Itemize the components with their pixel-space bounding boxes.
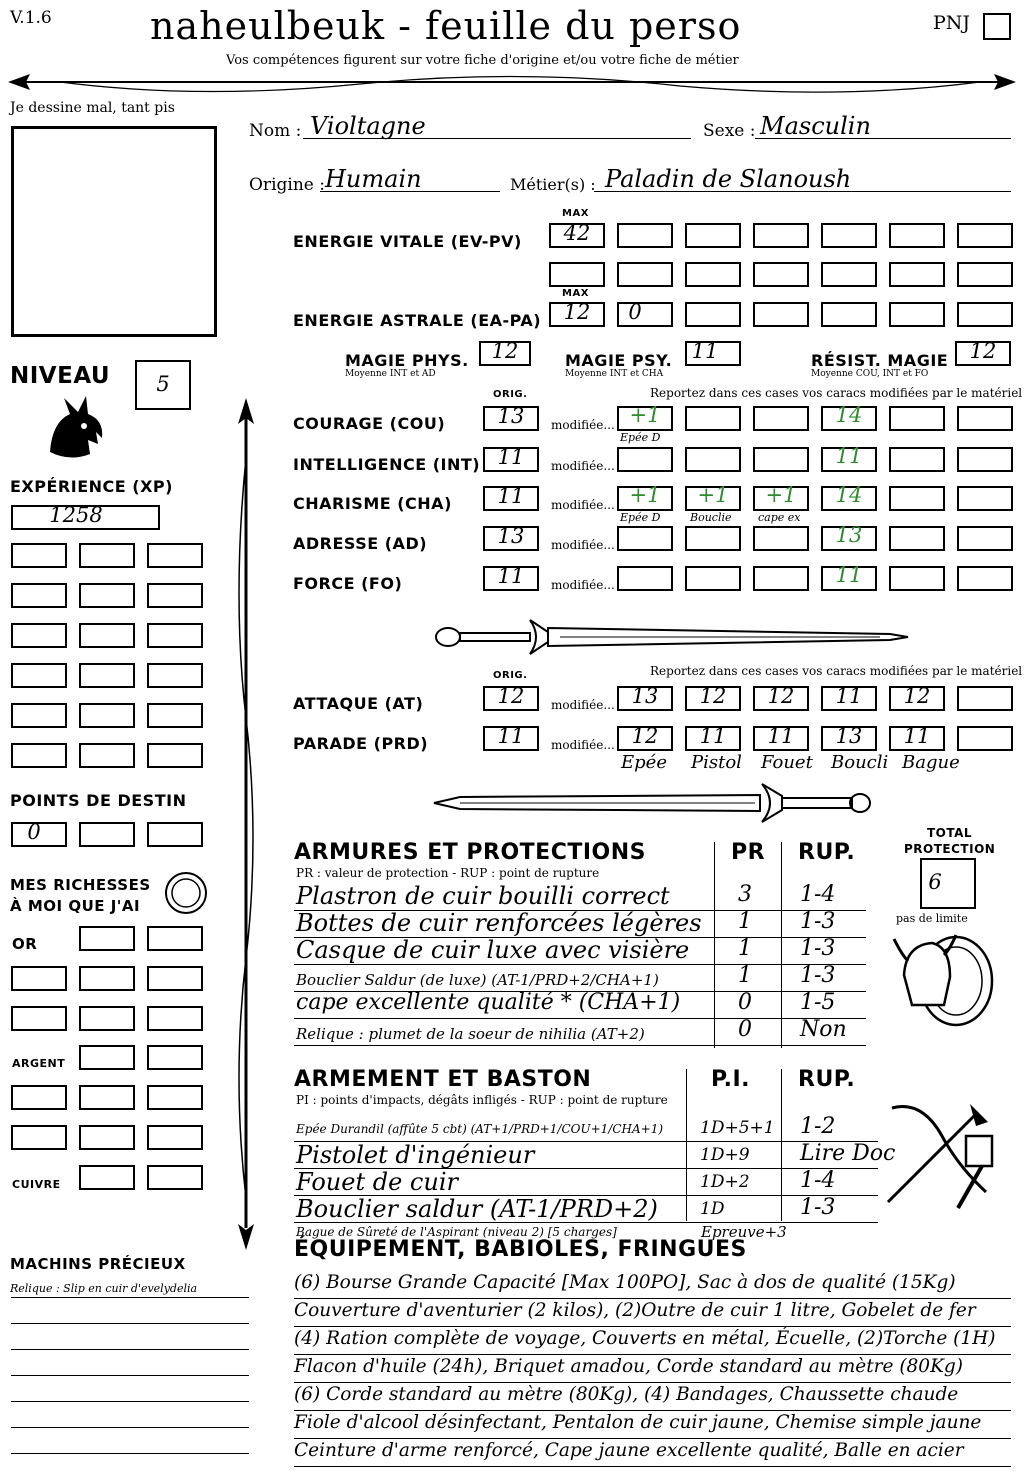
- pnj-label: PNJ: [933, 12, 971, 34]
- ev-box[interactable]: [753, 262, 809, 287]
- xp-box[interactable]: [79, 743, 135, 768]
- portrait-caption: Je dessine mal, tant pis: [10, 100, 175, 116]
- combat-column-label: Fouet: [761, 752, 813, 773]
- armure-line[interactable]: [294, 964, 866, 965]
- stat-modif-value: 14: [835, 483, 863, 507]
- portrait-frame[interactable]: [11, 126, 217, 337]
- armure-rup: 1-3: [800, 963, 836, 988]
- equipement-rule[interactable]: [294, 1354, 1011, 1355]
- money-box[interactable]: [147, 1125, 203, 1150]
- money-box[interactable]: [79, 1085, 135, 1110]
- armure-line[interactable]: [294, 1018, 866, 1019]
- destin-label: POINTS DE DESTIN: [10, 791, 187, 810]
- sword-icon: [430, 778, 880, 828]
- prd-orig-value: 11: [497, 724, 525, 748]
- arme-pi: 1D: [700, 1199, 725, 1219]
- armure-pr: 1: [738, 963, 752, 988]
- arme-name: Fouet de cuir: [296, 1168, 458, 1196]
- stat-modif-box[interactable]: [617, 566, 673, 591]
- equipement-rule[interactable]: [294, 1382, 1011, 1383]
- xp-box[interactable]: [79, 703, 135, 728]
- armement-pi-label: P.I.: [711, 1067, 750, 1092]
- arme-rup: 1-2: [800, 1114, 836, 1139]
- total-label-1: TOTAL: [927, 826, 973, 840]
- at-modif-value: 13: [631, 684, 659, 708]
- prd-label: PARADE (PRD): [293, 734, 429, 753]
- combat-column-label: Bague: [902, 752, 960, 773]
- ev-box[interactable]: [753, 223, 809, 248]
- armure-rup: 1-4: [800, 882, 836, 907]
- machins-item: Relique : Slip en cuir d'evelydelia: [10, 1282, 198, 1295]
- stat-modif-value: 13: [835, 523, 863, 547]
- xp-box[interactable]: [147, 703, 203, 728]
- xp-box[interactable]: [11, 703, 67, 728]
- prd-modif-value: 12: [631, 724, 659, 748]
- stat-modif-box[interactable]: [685, 566, 741, 591]
- xp-value: 1258: [49, 503, 103, 527]
- xp-label: EXPÉRIENCE (XP): [10, 477, 173, 496]
- sword-icon: [430, 612, 910, 662]
- stat-modif-box[interactable]: [685, 406, 741, 431]
- money-box[interactable]: [147, 966, 203, 991]
- sexe-value: Masculin: [760, 112, 871, 140]
- stat-modif-box[interactable]: [617, 447, 673, 472]
- xp-box[interactable]: [11, 663, 67, 688]
- ea-max-value: 12: [563, 300, 591, 324]
- money-box[interactable]: [79, 1045, 135, 1070]
- niveau-label: NIVEAU: [10, 363, 111, 389]
- ev-box[interactable]: [549, 262, 605, 287]
- armure-name: cape excellente qualité * (CHA+1): [296, 990, 681, 1015]
- ev-box[interactable]: [889, 223, 945, 248]
- stat-modif-note: Bouclie: [690, 511, 732, 524]
- armement-note: PI : points d'impacts, dégâts infligés - RUP : point de rupture: [296, 1093, 668, 1107]
- ev-box[interactable]: [617, 262, 673, 287]
- at-modif-value: 12: [903, 684, 931, 708]
- money-box[interactable]: [79, 1125, 135, 1150]
- armure-pr: 1: [738, 936, 752, 961]
- cuivre-label: CUIVRE: [12, 1178, 61, 1191]
- or-label: OR: [12, 935, 38, 953]
- armement-title: ARMEMENT ET BASTON: [294, 1067, 592, 1092]
- armement-divider: [781, 1069, 782, 1221]
- money-box[interactable]: [147, 1006, 203, 1031]
- ea-box[interactable]: [685, 302, 741, 327]
- origine-value: Humain: [325, 165, 422, 193]
- armures-pr-label: PR: [731, 840, 766, 865]
- armure-name: Bottes de cuir renforcées légères: [296, 909, 702, 937]
- arme-name: Bouclier saldur (AT-1/PRD+2): [296, 1195, 658, 1223]
- armures-note: PR : valeur de protection - RUP : point de rupture: [296, 866, 600, 880]
- ev-max-value: 42: [563, 221, 591, 245]
- money-box[interactable]: [79, 1165, 135, 1190]
- ea-current-value: 0: [628, 300, 642, 324]
- version-label: V.1.6: [10, 8, 52, 28]
- equipement-rule[interactable]: [294, 1298, 1011, 1299]
- no-limit-note: pas de limite: [896, 912, 968, 925]
- magie-psy-note: Moyenne INT et CHA: [565, 369, 664, 379]
- niveau-value: 5: [156, 372, 170, 396]
- stat-modif-value: 11: [835, 563, 863, 587]
- sheet-title: naheulbeuk - feuille du perso: [150, 4, 742, 48]
- pnj-checkbox[interactable]: [983, 13, 1011, 40]
- xp-box[interactable]: [147, 663, 203, 688]
- resist-magie-note: Moyenne COU, INT et FO: [811, 369, 929, 379]
- stat-modif-value: 11: [835, 444, 863, 468]
- stat-modif-value: +1: [629, 403, 661, 427]
- xp-box[interactable]: [11, 543, 67, 568]
- armure-rup: Non: [800, 1017, 847, 1042]
- combat-orig-label: ORIG.: [493, 670, 528, 681]
- armure-name: Relique : plumet de la soeur de nihilia (AT+2): [296, 1025, 645, 1043]
- ev-box[interactable]: [617, 223, 673, 248]
- armure-rup: 1-5: [800, 990, 836, 1015]
- prd-modif-value: 11: [699, 724, 727, 748]
- magie-phys-label: MAGIE PHYS.: [345, 351, 469, 370]
- metier-label: Métier(s) :: [510, 175, 596, 194]
- xp-box[interactable]: [79, 623, 135, 648]
- equipement-line: (6) Corde standard au mètre (80Kg), (4) Bandages, Chaussette chaude: [294, 1384, 959, 1405]
- xp-box[interactable]: [79, 543, 135, 568]
- machins-line[interactable]: [11, 1401, 249, 1402]
- machins-line[interactable]: [11, 1375, 249, 1376]
- xp-box[interactable]: [147, 543, 203, 568]
- stat-modif-box[interactable]: [957, 406, 1013, 431]
- stat-modif-box[interactable]: [957, 486, 1013, 511]
- stat-modif-label: modifiée...: [551, 498, 615, 512]
- ea-box[interactable]: [957, 302, 1013, 327]
- stat-modif-box[interactable]: [753, 526, 809, 551]
- stats-report-note: Reportez dans ces cases vos caracs modifiées par le matériel: [650, 386, 1023, 400]
- stat-modif-box[interactable]: [753, 566, 809, 591]
- stat-label: CHARISME (CHA): [293, 494, 452, 513]
- ev-box[interactable]: [957, 223, 1013, 248]
- metier-value: Paladin de Slanoush: [605, 165, 852, 193]
- stat-label: COURAGE (COU): [293, 414, 446, 433]
- machins-line[interactable]: [11, 1453, 249, 1454]
- stat-orig-value: 11: [497, 484, 525, 508]
- sexe-label: Sexe :: [703, 121, 756, 141]
- money-box[interactable]: [147, 1045, 203, 1070]
- stat-modif-note: cape ex: [758, 511, 801, 524]
- nom-value: Violtagne: [310, 112, 426, 140]
- arme-name: Pistolet d'ingénieur: [296, 1141, 535, 1169]
- combat-column-label: Epée: [621, 752, 667, 773]
- stat-modif-box[interactable]: [889, 486, 945, 511]
- machins-line[interactable]: [11, 1297, 249, 1298]
- total-protection-value: 6: [928, 870, 942, 894]
- destin-value: 0: [27, 820, 41, 844]
- equipement-rule[interactable]: [294, 1410, 1011, 1411]
- money-box[interactable]: [147, 1085, 203, 1110]
- sheet-subtitle: Vos compétences figurent sur votre fiche d'origine et/ou votre fiche de métier: [226, 53, 739, 68]
- stat-modif-value: +1: [697, 483, 729, 507]
- money-box[interactable]: [11, 966, 67, 991]
- stat-modif-box[interactable]: [889, 526, 945, 551]
- resist-magie-label: RÉSIST. MAGIE: [811, 351, 949, 370]
- equipement-line: Couverture d'aventurier (2 kilos), (2)Outre de cuir 1 litre, Gobelet de fer: [294, 1300, 976, 1321]
- armures-rup-label: RUP.: [798, 840, 856, 865]
- stat-modif-value: 14: [835, 403, 863, 427]
- resist-magie-value: 12: [969, 339, 997, 363]
- stat-modif-box[interactable]: [889, 406, 945, 431]
- ea-box[interactable]: [889, 302, 945, 327]
- ea-box[interactable]: [821, 302, 877, 327]
- helmet-shield-icon: [888, 925, 998, 1035]
- stat-modif-note: Epée D: [620, 431, 661, 444]
- at-modif-value: 12: [699, 684, 727, 708]
- ev-box[interactable]: [685, 262, 741, 287]
- xp-box[interactable]: [11, 623, 67, 648]
- armure-pr: 1: [738, 909, 752, 934]
- combat-column-label: Pistol: [691, 752, 742, 773]
- machins-line[interactable]: [11, 1323, 249, 1324]
- money-box[interactable]: [11, 1085, 67, 1110]
- arrow-divider-icon: [0, 66, 1024, 100]
- ev-max-label: MAX: [562, 208, 589, 219]
- magie-psy-label: MAGIE PSY.: [565, 351, 673, 370]
- money-box[interactable]: [147, 926, 203, 951]
- equipement-line: Fiole d'alcool désinfectant, Pentalon de cuir jaune, Chemise simple jaune: [294, 1412, 982, 1433]
- equipement-title: ÉQUIPEMENT, BABIOLES, FRINGUES: [294, 1237, 747, 1262]
- arme-pi: 1D+2: [700, 1172, 750, 1192]
- stat-modif-label: modifiée...: [551, 418, 615, 432]
- stat-modif-box[interactable]: [685, 447, 741, 472]
- armure-line[interactable]: [294, 1045, 866, 1046]
- money-box[interactable]: [79, 966, 135, 991]
- armure-pr: 0: [738, 990, 752, 1015]
- stat-modif-box[interactable]: [957, 526, 1013, 551]
- arme-rup: 1-4: [800, 1168, 836, 1193]
- arme-pi: 1D+5+1: [700, 1118, 775, 1138]
- ev-box[interactable]: [821, 223, 877, 248]
- equipement-rule[interactable]: [294, 1438, 1011, 1439]
- at-modif-label: modifiée...: [551, 698, 615, 712]
- xp-box[interactable]: [147, 743, 203, 768]
- stat-label: INTELLIGENCE (INT): [293, 455, 481, 474]
- stat-label: ADRESSE (AD): [293, 534, 428, 553]
- arme-rup: Lire Doc: [800, 1141, 896, 1166]
- machins-line[interactable]: [11, 1427, 249, 1428]
- magie-psy-value: 11: [691, 339, 719, 363]
- stat-modif-box[interactable]: [685, 526, 741, 551]
- armure-rup: 1-3: [800, 909, 836, 934]
- total-label-2: PROTECTION: [904, 842, 996, 856]
- arme-pi: 1D+9: [700, 1145, 750, 1165]
- prd-modif-label: modifiée...: [551, 738, 615, 752]
- richesses-label-2: À MOI QUE J'AI: [10, 897, 141, 915]
- ev-label: ENERGIE VITALE (EV-PV): [293, 232, 522, 251]
- money-box[interactable]: [11, 1006, 67, 1031]
- stat-modif-box[interactable]: [889, 447, 945, 472]
- stat-orig-value: 13: [497, 404, 525, 428]
- xp-box[interactable]: [79, 583, 135, 608]
- weapons-icon: [882, 1096, 1002, 1214]
- prd-modif-box[interactable]: [957, 726, 1013, 751]
- stat-modif-label: modifiée...: [551, 459, 615, 473]
- stat-modif-value: +1: [629, 483, 661, 507]
- stat-modif-label: modifiée...: [551, 538, 615, 552]
- machins-label: MACHINS PRÉCIEUX: [10, 1255, 186, 1273]
- stat-modif-box[interactable]: [753, 447, 809, 472]
- magie-phys-note: Moyenne INT et AD: [345, 369, 436, 379]
- xp-box[interactable]: [11, 743, 67, 768]
- stat-modif-box[interactable]: [617, 526, 673, 551]
- stat-orig-value: 11: [497, 445, 525, 469]
- armure-name: Casque de cuir luxe avec visière: [296, 936, 690, 964]
- stat-modif-box[interactable]: [753, 406, 809, 431]
- dragon-icon: [40, 392, 110, 464]
- spear-icon: [228, 398, 264, 1250]
- xp-box[interactable]: [11, 583, 67, 608]
- money-box[interactable]: [147, 1165, 203, 1190]
- armement-divider: [686, 1069, 687, 1221]
- money-box[interactable]: [11, 1125, 67, 1150]
- prd-modif-value: 13: [835, 724, 863, 748]
- armure-rup: 1-3: [800, 936, 836, 961]
- ea-box[interactable]: [753, 302, 809, 327]
- xp-box[interactable]: [147, 583, 203, 608]
- stat-modif-box[interactable]: [957, 566, 1013, 591]
- armement-rup-label: RUP.: [798, 1067, 856, 1092]
- stats-orig-label: ORIG.: [493, 389, 528, 400]
- combat-report-note: Reportez dans ces cases vos caracs modifiées par le matériel: [650, 664, 1023, 678]
- at-orig-value: 12: [497, 684, 525, 708]
- arme-rup: 1-3: [800, 1195, 836, 1220]
- ev-box[interactable]: [685, 223, 741, 248]
- prd-modif-value: 11: [903, 724, 931, 748]
- stat-modif-box[interactable]: [957, 447, 1013, 472]
- at-label: ATTAQUE (AT): [293, 694, 424, 713]
- at-modif-value: 12: [767, 684, 795, 708]
- richesses-label-1: MES RICHESSES: [10, 876, 151, 894]
- stat-label: FORCE (FO): [293, 574, 403, 593]
- combat-column-label: Boucli: [831, 752, 889, 773]
- magie-phys-value: 12: [491, 339, 519, 363]
- stat-modif-note: Epée D: [620, 511, 661, 524]
- xp-box[interactable]: [147, 623, 203, 648]
- stat-modif-box[interactable]: [889, 566, 945, 591]
- nom-label: Nom :: [249, 121, 302, 141]
- armure-pr: 0: [738, 1017, 752, 1042]
- ea-label: ENERGIE ASTRALE (EA-PA): [293, 311, 542, 330]
- equipement-line: Ceinture d'arme renforcé, Cape jaune excellente qualité, Balle en acier: [294, 1440, 964, 1461]
- destin-field-2[interactable]: [79, 822, 135, 847]
- xp-box[interactable]: [79, 663, 135, 688]
- ev-box[interactable]: [957, 262, 1013, 287]
- armement-extra-value: Epreuve+3: [701, 1223, 787, 1241]
- destin-field-3[interactable]: [147, 822, 203, 847]
- equipement-rule[interactable]: [294, 1466, 1011, 1467]
- ev-box[interactable]: [821, 262, 877, 287]
- arme-line[interactable]: [294, 1222, 878, 1223]
- stat-modif-value: +1: [765, 483, 797, 507]
- armures-title: ARMURES ET PROTECTIONS: [294, 840, 646, 865]
- at-modif-box[interactable]: [957, 686, 1013, 711]
- armement-extra: Bague de Sûreté de l'Aspirant (niveau 2) [5 charges]: [296, 1225, 617, 1239]
- equipement-line: Flacon d'huile (24h), Briquet amadou, Corde standard au mètre (80Kg): [294, 1356, 963, 1377]
- armure-name: Plastron de cuir bouilli correct: [296, 882, 670, 910]
- stat-orig-value: 13: [497, 524, 525, 548]
- origine-label: Origine :: [249, 175, 325, 195]
- money-box[interactable]: [79, 926, 135, 951]
- at-modif-value: 11: [835, 684, 863, 708]
- armure-pr: 3: [738, 882, 752, 907]
- stat-modif-label: modifiée...: [551, 578, 615, 592]
- coin-icon: [163, 870, 209, 916]
- armure-name: Bouclier Saldur (de luxe) (AT-1/PRD+2/CHA+1): [296, 971, 659, 989]
- ea-max-label: MAX: [562, 288, 589, 299]
- argent-label: ARGENT: [12, 1057, 66, 1070]
- stat-orig-value: 11: [497, 564, 525, 588]
- machins-line[interactable]: [11, 1349, 249, 1350]
- equipement-rule[interactable]: [294, 1326, 1011, 1327]
- prd-modif-value: 11: [767, 724, 795, 748]
- arme-name: Epée Durandil (affûte 5 cbt) (AT+1/PRD+1/COU+1/CHA+1): [296, 1122, 664, 1136]
- ev-box[interactable]: [889, 262, 945, 287]
- money-box[interactable]: [79, 1006, 135, 1031]
- equipement-line: (6) Bourse Grande Capacité [Max 100PO], Sac à dos de qualité (15Kg): [294, 1272, 956, 1293]
- equipement-line: (4) Ration complète de voyage, Couverts en métal, Écuelle, (2)Torche (1H): [294, 1328, 996, 1349]
